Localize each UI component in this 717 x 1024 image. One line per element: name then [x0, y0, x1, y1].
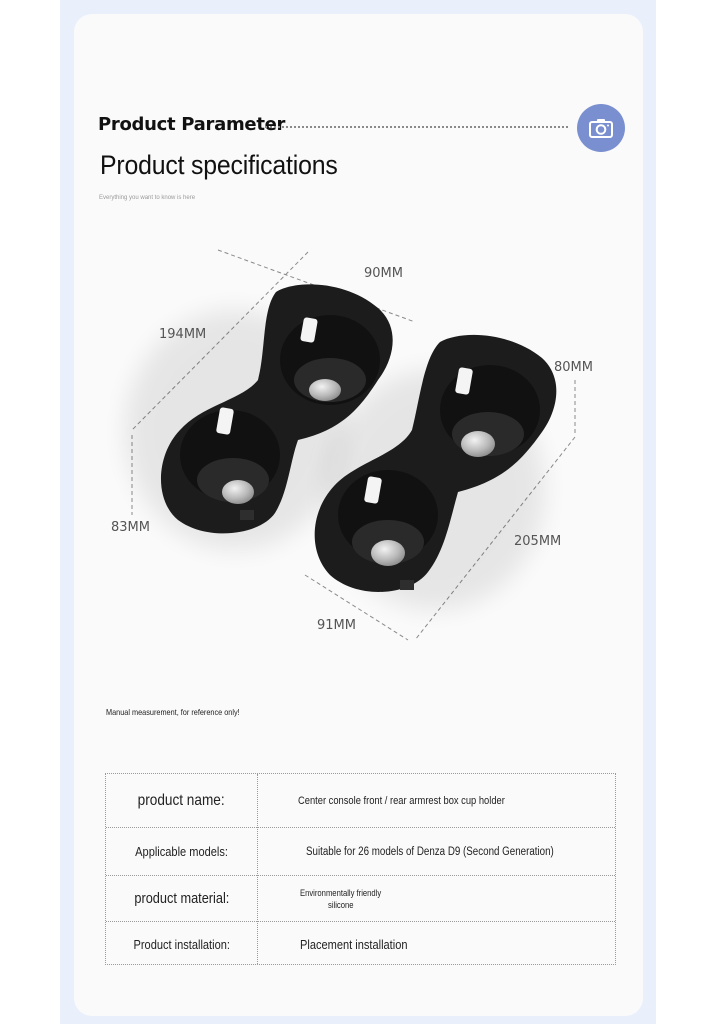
main-title: Product specifications — [100, 150, 338, 180]
spec-value — [258, 828, 615, 875]
spec-label-text: product name: — [138, 791, 225, 809]
table-row — [106, 827, 615, 875]
spec-value-line-2: silicone — [328, 899, 354, 910]
spec-label — [106, 774, 257, 827]
dimension-left-length: 194MM — [159, 327, 207, 342]
spec-label-text: product material: — [134, 890, 229, 907]
spec-value-text: Center console front / rear armrest box cup holder — [298, 794, 505, 807]
camera-badge — [577, 104, 625, 152]
table-row — [106, 774, 615, 827]
spec-table — [105, 773, 616, 965]
product-dimension-diagram — [90, 230, 630, 670]
dimension-bottom-width: 91MM — [317, 618, 356, 633]
subtitle: Everything you want to know is here — [99, 195, 196, 201]
dimension-right-height: 80MM — [554, 360, 593, 375]
spec-value-line-1: Environmentally friendly — [300, 887, 382, 898]
spec-label — [106, 876, 257, 921]
measurement-note: Manual measurement, for reference only! — [106, 707, 240, 717]
dimension-right-length: 205MM — [514, 534, 562, 549]
dimension-top-width: 90MM — [364, 266, 403, 281]
spec-label-text: Product installation: — [133, 936, 230, 952]
spec-value-text: Suitable for 26 models of Denza D9 (Second Generation) — [306, 845, 554, 858]
spec-value-text: Placement installation — [300, 936, 408, 952]
section-title: Product Parameter — [98, 114, 286, 135]
spec-label-text: Applicable models: — [135, 844, 228, 859]
spec-value — [258, 774, 615, 827]
spec-value — [258, 876, 615, 921]
spec-label — [106, 922, 257, 966]
camera-icon — [588, 117, 614, 139]
spec-label — [106, 828, 257, 875]
table-row — [106, 921, 615, 966]
table-row — [106, 875, 615, 921]
spec-value — [258, 922, 615, 966]
dimension-left-height: 83MM — [111, 520, 150, 535]
dotted-divider — [265, 126, 568, 128]
